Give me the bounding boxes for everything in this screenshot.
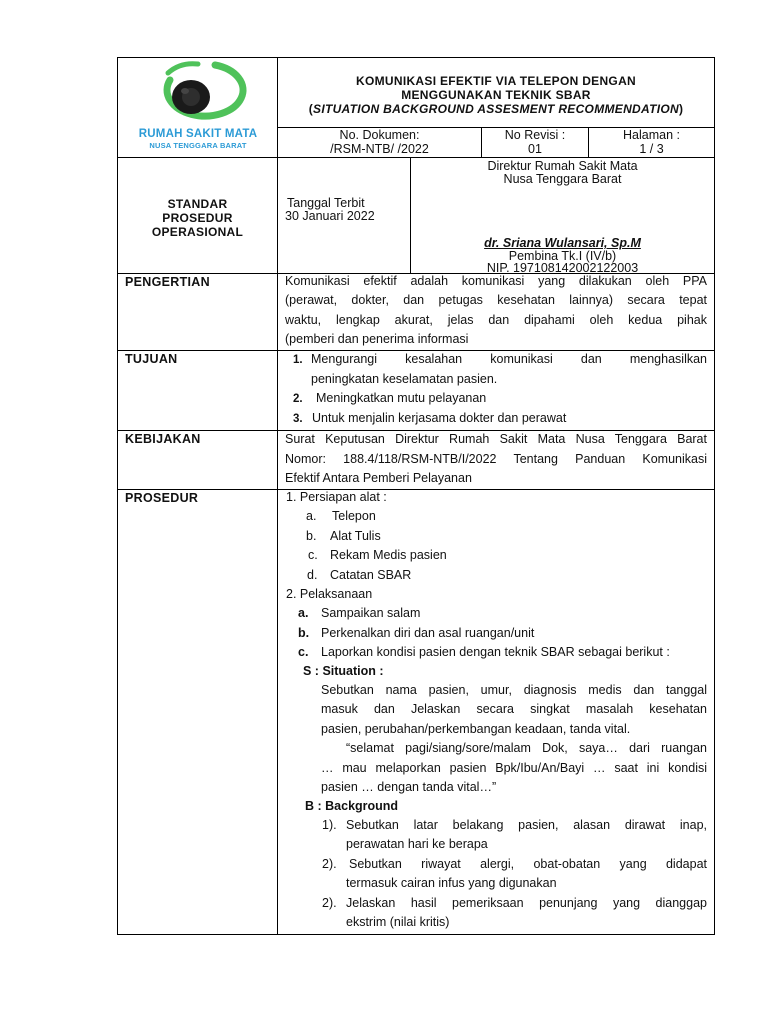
pelaksanaan-item-a-text: Sampaikan salam (321, 606, 421, 620)
kebijakan-label: KEBIJAKAN (125, 432, 201, 446)
situation-line-3: pasien, perubahan/perkembangan keadaan, tanda vital. (321, 722, 631, 736)
kebijakan-line-1: Surat Keputusan Direktur Rumah Sakit Mata Nusa Tenggara Barat (285, 432, 707, 446)
pengertian-line-1: Komunikasi efektif adalah komunikasi yang dilakukan oleh PPA (285, 274, 707, 288)
prosedur-label: PROSEDUR (125, 491, 199, 505)
tujuan-item-1-num: 1. (293, 354, 303, 366)
issue-date-label: Tanggal Terbit (287, 196, 365, 210)
kebijakan-line-2: Nomor: 188.4/118/RSM-NTB/I/2022 Tentang Panduan Komunikasi (285, 452, 707, 466)
revision-value: 01 (528, 142, 542, 156)
column-divider (277, 57, 278, 935)
background-heading: B : Background (305, 799, 399, 813)
persiapan-item-c-mark: c. (308, 548, 318, 562)
title-line-2: MENGGUNAKAN TEKNIK SBAR (401, 88, 591, 102)
director-line-2: Nusa Tenggara Barat (503, 172, 622, 186)
persiapan-item-b-mark: b. (306, 529, 317, 543)
persiapan-item-b-text: Alat Tulis (330, 529, 381, 543)
background-item-3-num: 2). (322, 896, 337, 910)
issue-date-value: 30 Januari 2022 (285, 209, 375, 223)
title-line-1: KOMUNIKASI EFEKTIF VIA TELEPON DENGAN (356, 74, 636, 88)
background-item-1-line-1: Sebutkan latar belakang pasien, alasan dirawat inap, (346, 818, 707, 832)
tujuan-item-2-num: 2. (293, 393, 303, 405)
tujuan-label: TUJUAN (125, 352, 178, 366)
background-item-2-num: 2). (322, 857, 337, 871)
pengertian-label: PENGERTIAN (125, 275, 210, 289)
pelaksanaan-item-b-text: Perkenalkan diri dan asal ruangan/unit (321, 626, 535, 640)
persiapan-item-a-text: Telepon (332, 509, 376, 523)
pelaksanaan-item-b-mark: b. (298, 626, 310, 640)
pengertian-line-4: (pemberi dan penerima informasi (285, 332, 469, 346)
pelaksanaan-item-a-mark: a. (298, 606, 309, 620)
page-value: 1 / 3 (639, 142, 664, 156)
situation-quote-line-3: pasien … dengan tanda vital…” (321, 780, 497, 794)
persiapan-item-a-mark: a. (306, 509, 317, 523)
background-item-2-line-1: Sebutkan riwayat alergi, obat-obatan yang didapat (349, 857, 707, 871)
background-item-1-line-2: perawatan hari ke berapa (346, 837, 488, 851)
situation-quote-line-2: … mau melaporkan pasien Bpk/Ibu/An/Bayi … saat ini kondisi (321, 761, 707, 775)
situation-quote-line-1: “selamat pagi/siang/sore/malam Dok, saya… dari ruangan (346, 741, 707, 755)
prosedur-step-2: 2. Pelaksanaan (286, 587, 373, 601)
logo-name: RUMAH SAKIT MATA (138, 128, 258, 140)
tujuan-item-1-line-1: Mengurangi kesalahan komunikasi dan menghasilkan (311, 352, 707, 366)
situation-heading: S : Situation : (303, 664, 384, 678)
director-line-1: Direktur Rumah Sakit Mata (487, 159, 638, 173)
kebijakan-line-3: Efektif Antara Pemberi Pelayanan (285, 471, 472, 485)
pelaksanaan-item-c-text: Laporkan kondisi pasien dengan teknik SBAR sebagai berikut : (321, 645, 670, 659)
pelaksanaan-item-c-mark: c. (298, 645, 309, 659)
pengertian-line-2: (perawat, dokter, dan petugas kesehatan lainnya) secara tepat (285, 293, 707, 307)
signer-name: dr. Sriana Wulansari, Sp.M (484, 236, 641, 250)
table-border-left (117, 57, 118, 935)
tujuan-item-1-line-2: peningkatan keselamatan pasien. (311, 372, 498, 386)
table-border-top (117, 57, 715, 58)
row-divider-prosedur (117, 489, 715, 490)
tujuan-item-3-num: 3. (293, 413, 303, 425)
situation-line-1: Sebutkan nama pasien, umur, diagnosis medis dan tanggal (321, 683, 707, 697)
doc-number-label: No. Dokumen: (339, 128, 420, 142)
prosedur-step-1: 1. Persiapan alat : (286, 490, 387, 504)
sop-label-line-3: OPERASIONAL (151, 225, 244, 239)
document-title (278, 74, 714, 116)
persiapan-item-d-mark: d. (307, 568, 318, 582)
tujuan-item-2-text: Meningkatkan mutu pelayanan (316, 391, 487, 405)
situation-line-2: masuk dan Jelaskan secara singkat masalah kesehatan (321, 702, 707, 716)
background-item-2-line-2: termasuk cairan infus yang digunakan (346, 876, 557, 890)
signer-rank: Pembina Tk.I (IV/b) (508, 249, 617, 263)
sop-label-line-1: STANDAR (167, 197, 228, 211)
table-border-right (714, 57, 715, 935)
sop-label (118, 197, 277, 239)
table-border-bottom (117, 934, 715, 935)
signer-nip: NIP. 197108142002122003 (486, 261, 639, 275)
doc-number-value: /RSM-NTB/ /2022 (330, 142, 429, 156)
title-line-3: (SITUATION BACKGROUND ASSESMENT RECOMMENDATION) (308, 102, 684, 116)
hospital-logo (120, 60, 276, 156)
header-bottom (117, 157, 715, 158)
revision-label: No Revisi : (504, 128, 566, 142)
background-item-3-line-1: Jelaskan hasil pemeriksaan penunjang yang dianggap (346, 896, 707, 910)
background-item-1-num: 1). (322, 818, 337, 832)
logo-subname: NUSA TENGGARA BARAT (149, 141, 247, 150)
eye-logo-icon (120, 60, 276, 130)
persiapan-item-d-text: Catatan SBAR (330, 568, 412, 582)
pengertian-line-3: waktu, lengkap akurat, jelas dan dipahami oleh kedua pihak (285, 313, 707, 327)
page-label: Halaman : (623, 128, 680, 142)
tujuan-item-3-text: Untuk menjalin kerjasama dokter dan perawat (312, 411, 567, 425)
background-item-3-line-2: ekstrim (nilai kritis) (346, 915, 450, 929)
sop-label-line-2: PROSEDUR (162, 211, 233, 225)
persiapan-item-c-text: Rekam Medis pasien (330, 548, 447, 562)
